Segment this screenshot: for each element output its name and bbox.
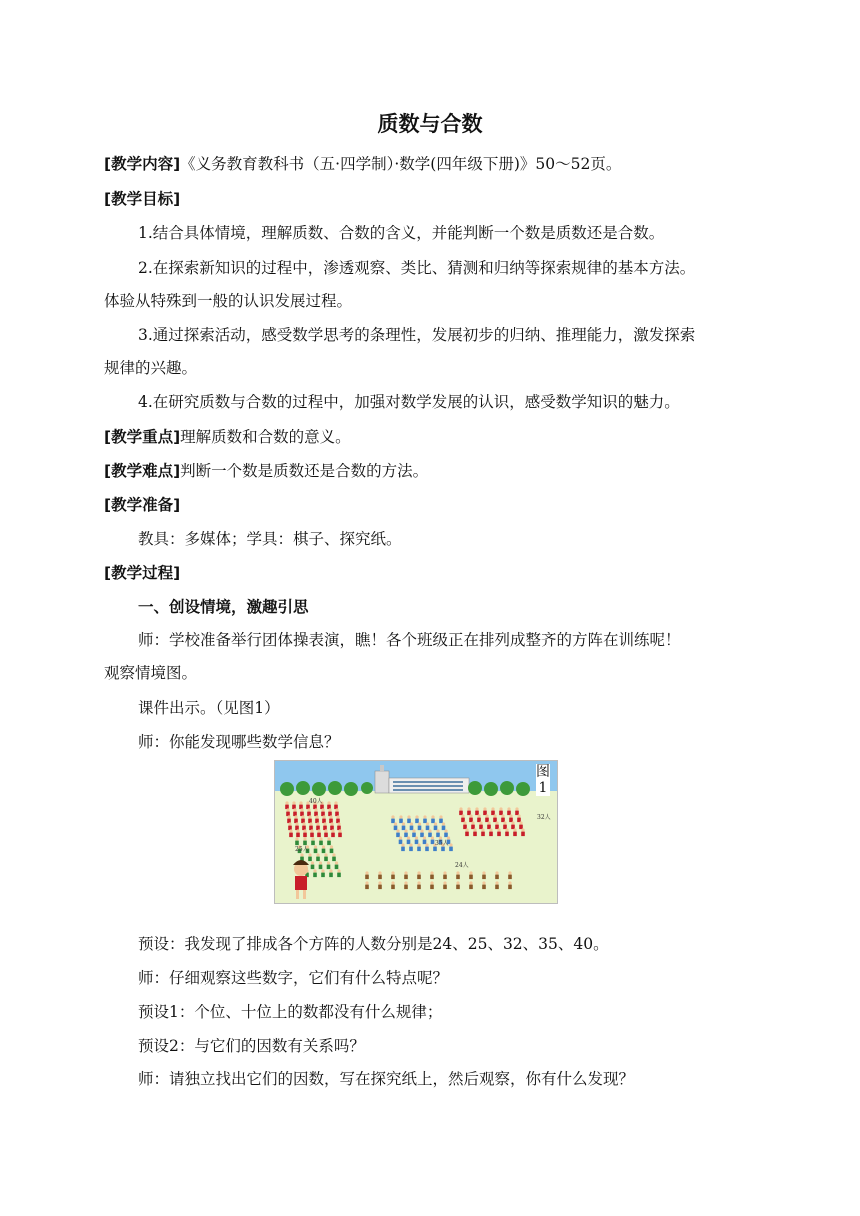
- key-line: [104, 425, 351, 449]
- scene-illustration: [274, 760, 558, 904]
- paragraph: 预设1：个位、十位上的数都没有什么规律；: [138, 1003, 443, 1021]
- goal-item: 1.结合具体情境，理解质数、合数的含义，并能判断一个数是质数还是合数。: [138, 224, 665, 242]
- content-label: [教学内容]: [104, 155, 181, 173]
- goal-item-continued: 规律的兴趣。: [104, 359, 198, 377]
- svg-text:40人: 40人: [309, 798, 323, 805]
- paragraph: 预设：我发现了排成各个方阵的人数分别是24、25、32、35、40。: [138, 935, 609, 953]
- content-text: 《义务教育教科书（五·四学制）·数学(四年级下册)》50～52页。: [180, 155, 622, 173]
- difficulty-line: [104, 459, 428, 483]
- section-heading: 一、创设情境，激趣引思: [138, 598, 309, 616]
- difficulty-label: [教学难点]: [104, 462, 181, 480]
- document-title: 质数与合数: [377, 112, 483, 136]
- difficulty-text: 判断一个数是质数还是合数的方法。: [180, 462, 429, 480]
- svg-text:24人: 24人: [455, 862, 469, 869]
- paragraph: 师：仔细观察这些数字，它们有什么特点呢？: [138, 969, 449, 987]
- paragraph: 师：学校准备举行团体操表演，瞧！各个班级正在排列成整齐的方阵在训练呢！: [138, 631, 681, 649]
- goal-item-continued: 体验从特殊到一般的认识发展过程。: [104, 292, 353, 310]
- goal-item: 3.通过探索活动，感受数学思考的条理性，发展初步的归纳、推理能力，激发探索: [138, 326, 696, 344]
- prep-heading: [教学准备]: [104, 496, 181, 514]
- goal-item: 4.在研究质数与合数的过程中，加强对数学发展的认识，感受数学知识的魅力。: [138, 393, 680, 411]
- process-heading: [教学过程]: [104, 564, 181, 582]
- paragraph: 师：请独立找出它们的因数，写在探究纸上，然后观察，你有什么发现？: [138, 1070, 635, 1088]
- svg-text:32人: 32人: [537, 814, 551, 821]
- figure-label: [536, 764, 550, 796]
- figure-label-number: 1: [538, 780, 548, 796]
- goal-item: 2.在探索新知识的过程中，渗透观察、类比、猜测和归纳等探索规律的基本方法。: [138, 259, 696, 277]
- content-line: [104, 152, 621, 176]
- paragraph-continued: 观察情境图。: [104, 664, 198, 682]
- svg-text:25人: 25人: [295, 846, 309, 853]
- prep-text: 教具：多媒体；学具：棋子、探究纸。: [138, 530, 402, 548]
- svg-text:35人: 35人: [435, 840, 449, 847]
- goals-heading: [教学目标]: [104, 190, 181, 208]
- figure-label-char: 图: [536, 764, 550, 780]
- key-label: [教学重点]: [104, 428, 181, 446]
- paragraph: 预设2：与它们的因数有关系吗？: [138, 1037, 365, 1055]
- paragraph: 课件出示。（见图1）: [138, 699, 280, 717]
- paragraph: 师：你能发现哪些数学信息？: [138, 733, 340, 751]
- key-text: 理解质数和合数的意义。: [180, 428, 351, 446]
